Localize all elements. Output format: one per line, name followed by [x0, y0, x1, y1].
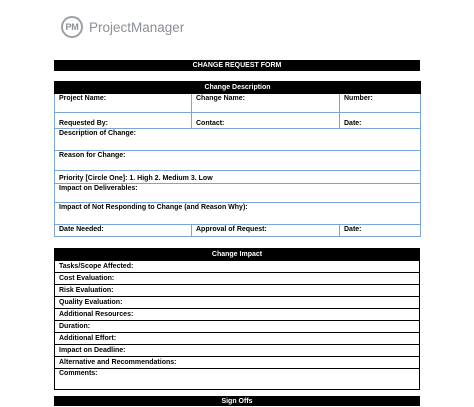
- date-field-2[interactable]: Date:: [340, 225, 421, 237]
- number-field[interactable]: Number:: [340, 94, 421, 113]
- date-field[interactable]: Date:: [340, 113, 421, 129]
- comments-field[interactable]: Comments:: [55, 369, 420, 390]
- logo-text: ProjectManager: [89, 19, 185, 35]
- change-description-heading: Change Description: [55, 82, 421, 94]
- risk-evaluation-field[interactable]: Risk Evaluation:: [55, 285, 420, 297]
- pm-logo-icon: PM: [61, 16, 83, 38]
- description-of-change-field[interactable]: Description of Change:: [55, 129, 421, 151]
- change-impact-table: [54, 248, 420, 390]
- quality-evaluation-field[interactable]: Quality Evaluation:: [55, 297, 420, 309]
- project-name-field[interactable]: Project Name:: [55, 94, 192, 113]
- additional-resources-field[interactable]: Additional Resources:: [55, 309, 420, 321]
- approval-of-request-field[interactable]: Approval of Request:: [192, 225, 340, 237]
- requested-by-field[interactable]: Requested By:: [55, 113, 192, 129]
- contact-field[interactable]: Contact:: [192, 113, 340, 129]
- tasks-scope-affected-field[interactable]: Tasks/Scope Affected:: [55, 261, 420, 273]
- change-description-table: [54, 81, 421, 237]
- change-name-field[interactable]: Change Name:: [192, 94, 340, 113]
- sign-offs-heading: Sign Offs: [54, 396, 420, 406]
- impact-not-responding-field[interactable]: Impact of Not Responding to Change (and Reason Why):: [55, 203, 421, 225]
- change-impact-heading: Change Impact: [55, 249, 420, 261]
- duration-field[interactable]: Duration:: [55, 321, 420, 333]
- reason-for-change-field[interactable]: Reason for Change:: [55, 151, 421, 171]
- date-needed-field[interactable]: Date Needed:: [55, 225, 192, 237]
- alternative-recommendations-field[interactable]: Alternative and Recommendations:: [55, 357, 420, 369]
- additional-effort-field[interactable]: Additional Effort:: [55, 333, 420, 345]
- impact-on-deliverables-field[interactable]: Impact on Deliverables:: [55, 184, 421, 203]
- form-title: CHANGE REQUEST FORM: [54, 60, 420, 71]
- cost-evaluation-field[interactable]: Cost Evaluation:: [55, 273, 420, 285]
- impact-on-deadline-field[interactable]: Impact on Deadline:: [55, 345, 420, 357]
- projectmanager-logo: [61, 14, 184, 40]
- priority-field[interactable]: Priority [Circle One]: 1. High 2. Medium 3. Low: [55, 171, 421, 184]
